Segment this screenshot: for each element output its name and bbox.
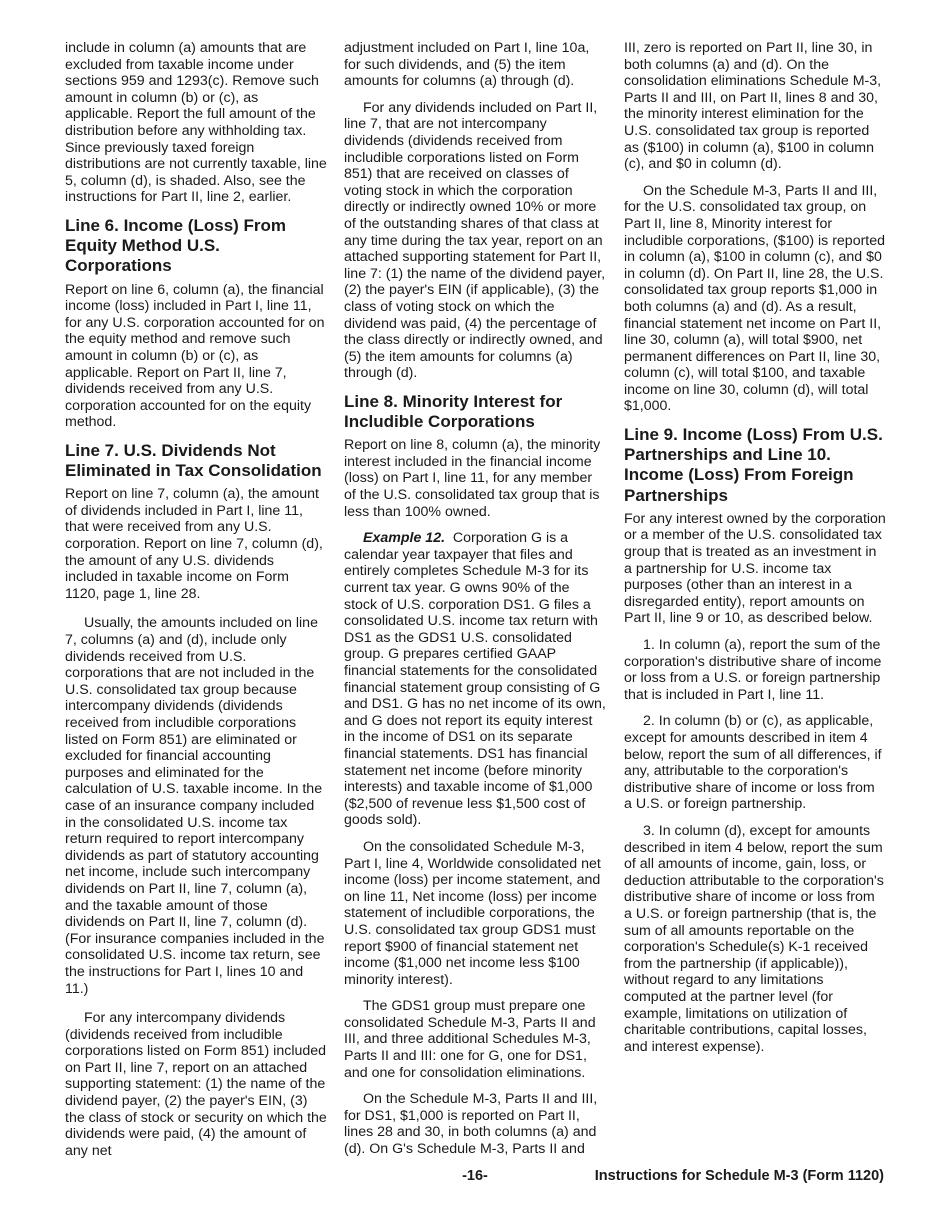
section-heading-line-8: Line 8. Minority Interest for Includible Corporations xyxy=(344,391,563,432)
paragraph: On the Schedule M-3, Parts II and III, for the U.S. consolidated tax group, on Part II, line 8, Minority interest for includible corporations, ($100) is reported in column (a), $100 in column (c), and $0 in column (d). On Part II, line 28, the U.S. consolidated tax group reports $1,000 in both columns (a) and (d). As a result, financial statement net income on Part II, line 30, column (a), will total $900, net permanent differences on Part II, line 30, column (c), will total $100, and taxable income on line 30, column (d), will total $1,000. xyxy=(624,182,886,415)
list-item-3: 3. In column (d), except for amounts described in item 4 below, report the sum of all amounts of income, gain, loss, or deduction attributable to the corporation's distributive share of income or loss from a U.S. or foreign partnership (that is, the sum of all amounts reportable on the corporation's Schedule(s) K-1 received from the partnership (if applicable)), without regard to any limitations computed at the partner level (for example, limitations on utilization of charitable contributions, capital losses, and interest expense). xyxy=(624,822,884,1055)
example-text: Corporation G is a calendar year taxpayer that files and entirely completes Schedule M-3 for its current tax year. G owns 90% of the stock of U.S. corporation DS1. G files a consolidated U.S. income tax return with DS1 as the GDS1 U.S. consolidated group. G prepares certified GAAP financial statements for the consolidated financial statement group consisting of G and DS1. G has no net income of its own, and G does not report its equity interest in the income of DS1 on its separate financial statements. DS1 has financial statement net income (before minority interests) and taxable income of $1,000 ($2,500 of revenue less $1,500 cost of goods sold). xyxy=(344,530,606,829)
column-3 xyxy=(624,40,886,1065)
paragraph: For any interest owned by the corporation or a member of the U.S. consolidated tax group that is treated as an investment in a partnership for U.S. income tax purposes (other than an interest in a disregarded entity), report amounts on Part II, line 9 or 10, as described below. xyxy=(624,510,886,627)
list-item-1: 1. In column (a), report the sum of the corporation's distributive share of income or loss from a U.S. or foreign partnership that is included in Part I, line 11. xyxy=(624,637,882,703)
paragraph: III, zero is reported on Part II, line 30, in both columns (a) and (d). On the consolidation eliminations Schedule M-3, Parts II and III, on Part II, lines 8 and 30, the minority interest elimination for the U.S. consolidated tax group is reported as ($100) in column (a), $100 in column (c), and $0 in column (d). xyxy=(624,40,882,173)
column-2 xyxy=(344,40,606,1168)
paragraph: For any dividends included on Part II, line 7, that are not intercompany dividends (dividends received from includible corporations listed on Form 851) that are received on classes of voting stock in which the corporation directly or indirectly owned 10% or more of the outstanding shares of that class at any time during the tax year, report on an attached supporting statement for Part II, line 7: (1) the name of the dividend payer, (2) the payer's EIN (if applicable), (3) the class of voting stock on which the dividend was paid, (4) the percentage of the class directly or indirectly owned, and (5) the item amounts for columns (a) through (d). xyxy=(344,99,606,382)
list-item-2: 2. In column (b) or (c), as applicable, except for amounts described in item 4 below, report the sum of all differences, if any, attributable to the corporation's distributive share of income or loss from a U.S. or foreign partnership. xyxy=(624,713,882,813)
paragraph: Report on line 7, column (a), the amount of dividends included in Part I, line 11, that were received from any U.S. corporation. Report on line 7, column (d), the amount of any U.S. dividends included in taxable income on Form 1120, page 1, line 28. xyxy=(65,486,323,602)
paragraph: The GDS1 group must prepare one consolidated Schedule M-3, Parts II and III, and three additional Schedules M-3, Parts II and III: one for G, one for DS1, and one for consolidation eliminations. xyxy=(344,998,596,1081)
paragraph: Report on line 6, column (a), the financial income (loss) included in Part I, line 11, for any U.S. corporation accounted for on the equity method and remove such amount in column (b) or (c), as applicable. Report on Part II, line 7, dividends received from any U.S. corporation accounted for on the equity method. xyxy=(65,281,325,431)
section-heading-line-6: Line 6. Income (Loss) From Equity Method U.S. Corporations xyxy=(65,215,287,276)
paragraph: On the consolidated Schedule M-3, Part I, line 4, Worldwide consolidated net income (loss) per income statement, and on line 11, Net income (loss) per income statement of includible corporations, the U.S. consolidated tax group GDS1 must report $900 of financial statement net income ($1,000 net income less $100 minority interest). xyxy=(344,838,601,988)
page-number: -16- xyxy=(462,1168,488,1184)
example-label: Example 12. xyxy=(363,530,446,547)
column-1 xyxy=(65,40,327,1169)
paragraph: adjustment included on Part I, line 10a, for such dividends, and (5) the item amounts for columns (a) through (d). xyxy=(344,40,590,90)
section-heading-lines-9-10: Line 9. Income (Loss) From U.S. Partnerships and Line 10. Income (Loss) From Foreign Partnerships xyxy=(624,425,883,505)
paragraph: Usually, the amounts included on line 7, columns (a) and (d), include only dividends received from U.S. corporations that are not included in the U.S. consolidated tax group because intercompany dividends (dividends received from includible corporations listed on Form 851) are eliminated or excluded for financial accounting purposes and eliminated for the calculation of U.S. taxable income. In the case of an insurance company included in the consolidated U.S. income tax return required to report intercompany dividends as part of statutory accounting net income, include such intercompany dividends on Part II, line 7, column (a), and the taxable amount of those dividends on Part II, line 7, column (d). (For insurance companies included in the consolidated U.S. income tax return, see the instructions for Part I, lines 10 and 11.) xyxy=(65,615,325,997)
paragraph: Report on line 8, column (a), the minority interest included in the financial income (loss) on Part I, line 11, for any member of the U.S. consolidated tax group that is less than 100% owned. xyxy=(344,437,601,520)
paragraph: For any intercompany dividends (dividends received from includible corporations listed on Form 851) included on Part II, line 7, report on an attached supporting statement: (1) the name of the dividend payer, (2) the payer's EIN, (3) the class of stock or security on which the dividends were paid, (4) the amount of any net xyxy=(65,1010,327,1159)
paragraph: On the Schedule M-3, Parts II and III, for DS1, $1,000 is reported on Part II, lines 28 and 30, in both columns (a) and (d). On G's Schedule M-3, Parts II and xyxy=(344,1091,598,1158)
footer-title: Instructions for Schedule M-3 (Form 1120) xyxy=(594,1168,884,1184)
example-12-paragraph xyxy=(344,530,606,829)
paragraph: include in column (a) amounts that are excluded from taxable income under sections 959 and 1293(c). Remove such amount in column (b) or (c), as applicable. Report the full amount of the distribution before any withholding tax. Since previously taxed foreign distributions are not currently taxable, line 5, column (d), is shaded. Also, see the instructions for Part II, line 2, earlier. xyxy=(65,40,327,206)
section-heading-line-7: Line 7. U.S. Dividends Not Eliminated in Tax Consolidation xyxy=(65,440,322,481)
